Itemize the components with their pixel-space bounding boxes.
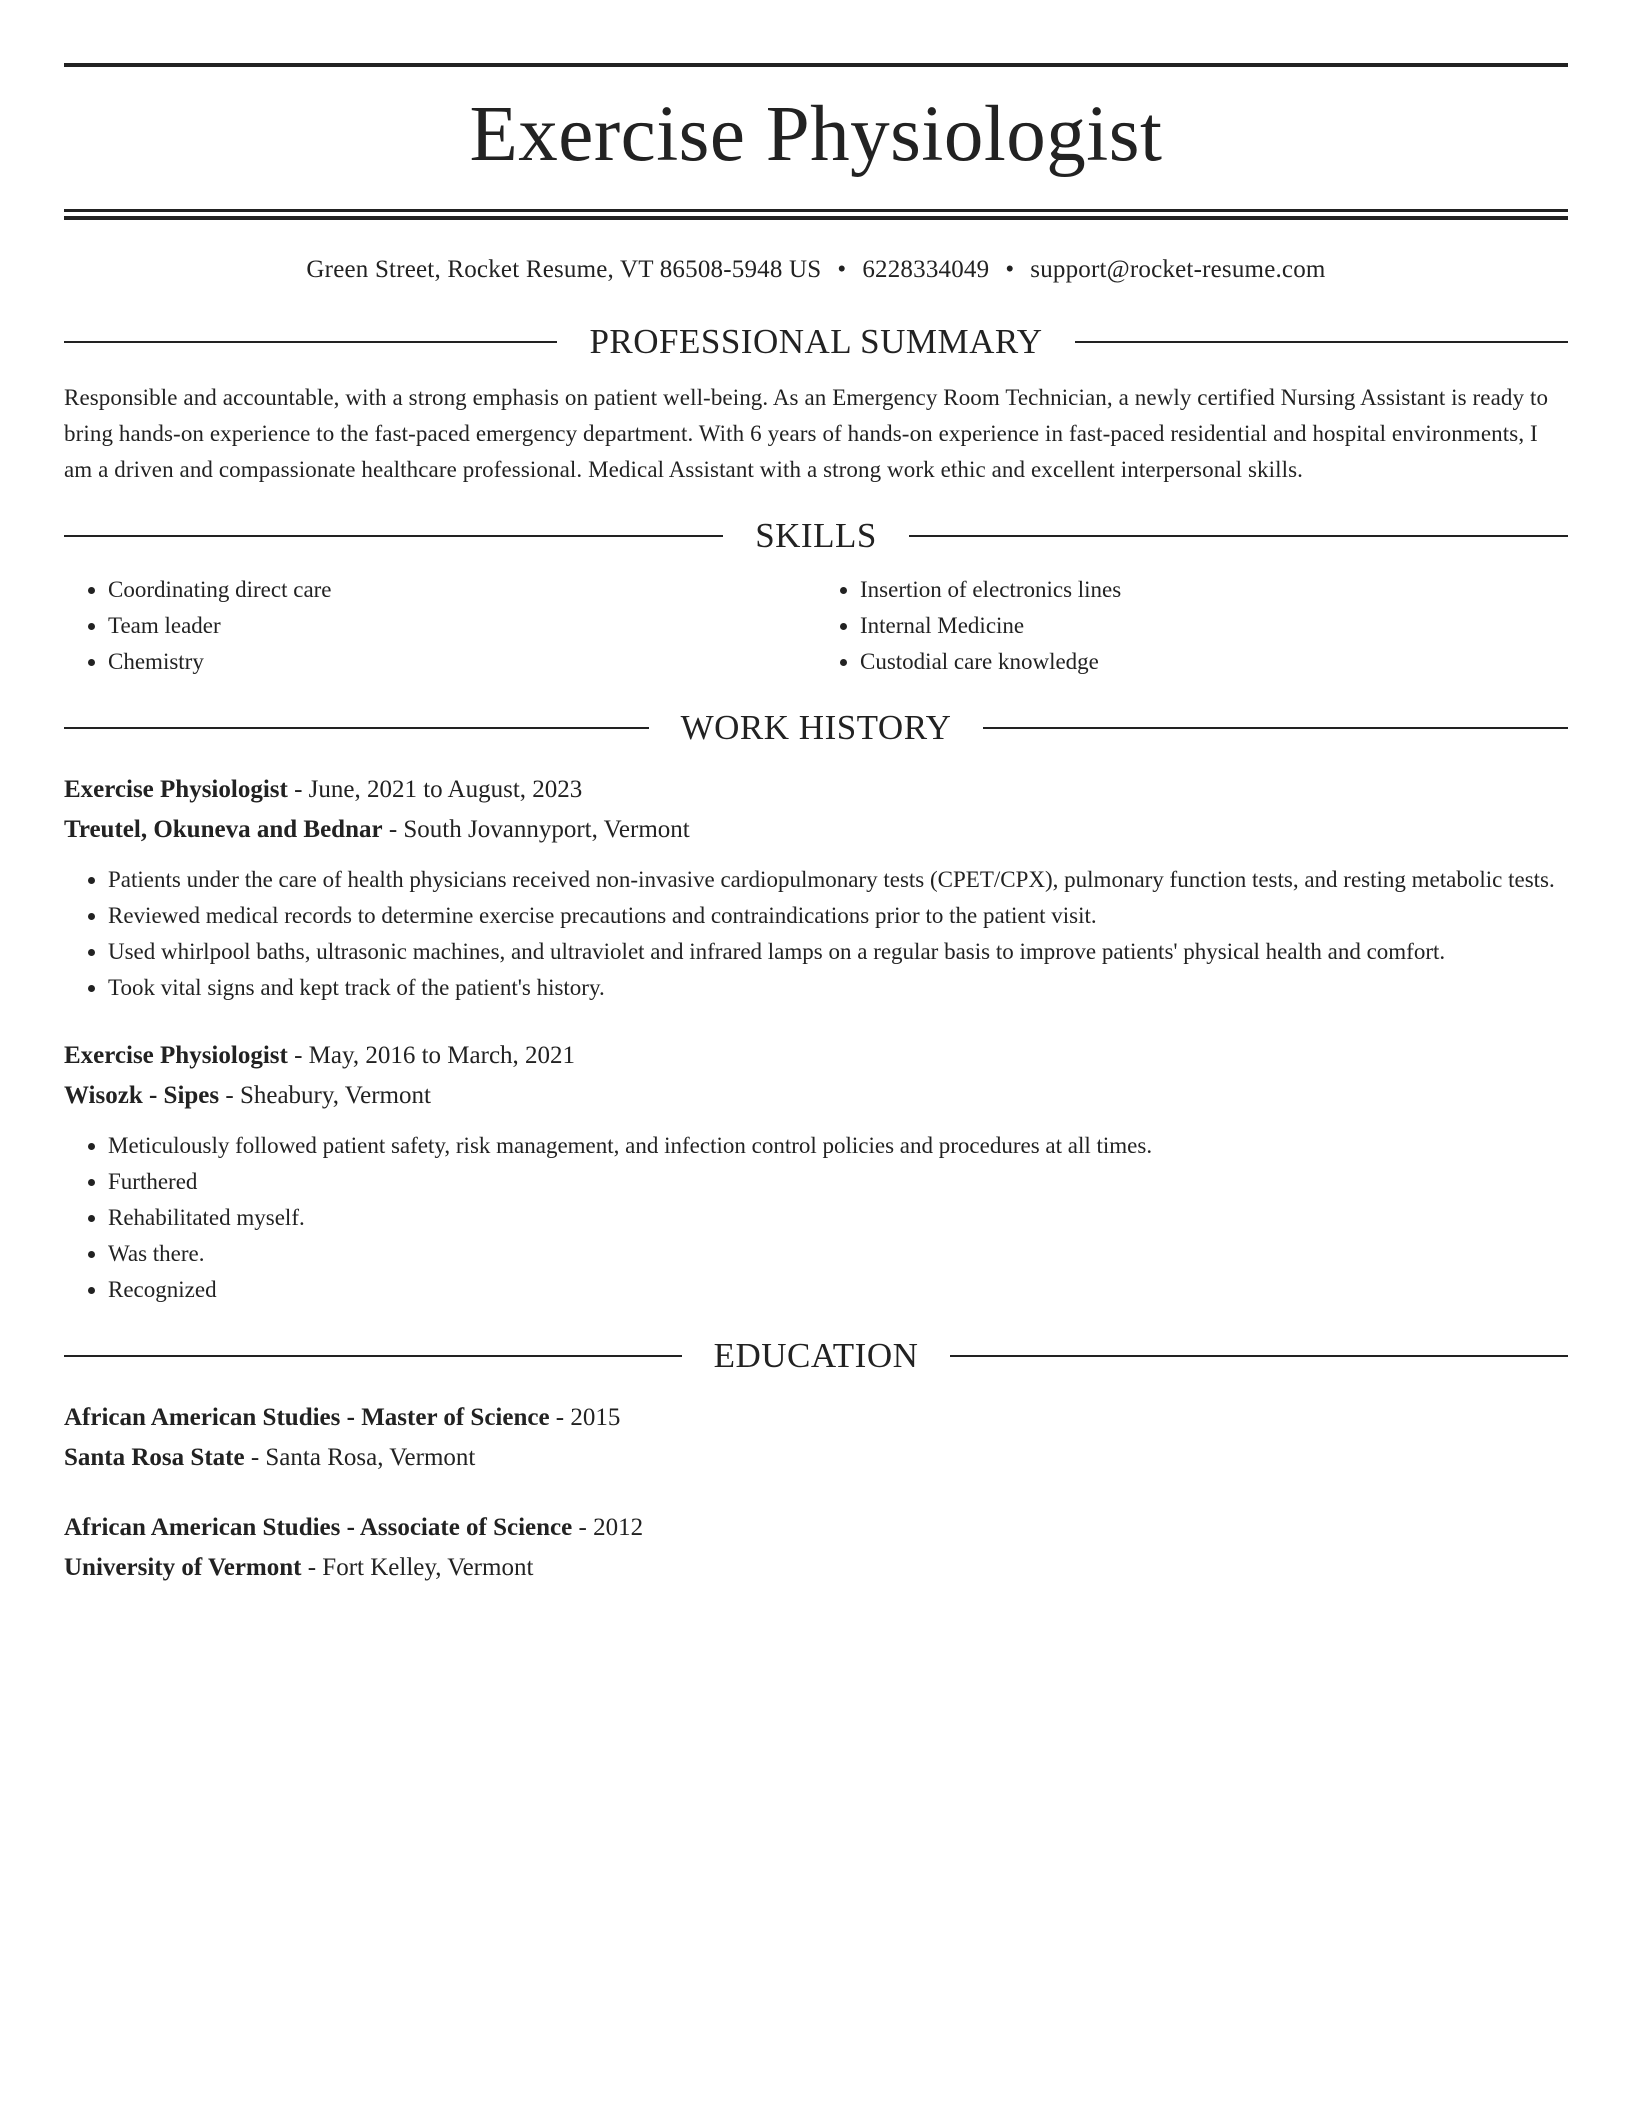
education-section-heading — [64, 1336, 1568, 1376]
job-title-line — [64, 770, 1568, 810]
title-double-rule — [64, 209, 1568, 220]
job-title-line — [64, 1036, 1568, 1076]
work-entry — [64, 770, 1568, 1006]
heading-rule-left — [64, 535, 723, 537]
education-degree: African American Studies - Associate of Science — [64, 1514, 573, 1541]
heading-rule-right — [983, 727, 1568, 729]
education-location: - Santa Rosa, Vermont — [244, 1444, 476, 1471]
skill-item: • Team leader — [108, 608, 816, 644]
job-bullet: • Was there. — [108, 1236, 1568, 1272]
education-school-line — [64, 1548, 1568, 1588]
summary-section-heading — [64, 322, 1568, 362]
education-location: - Fort Kelley, Vermont — [301, 1554, 534, 1581]
job-company: Treutel, Okuneva and Bednar — [64, 816, 383, 843]
work-section-heading — [64, 708, 1568, 748]
contact-separator: • — [1005, 256, 1015, 283]
skill-item: • Coordinating direct care — [108, 572, 816, 608]
resume-title: Exercise Physiologist — [469, 91, 1163, 178]
education-degree: African American Studies - Master of Science — [64, 1404, 550, 1431]
top-rule — [64, 63, 1568, 67]
education-school: University of Vermont — [64, 1554, 302, 1581]
job-bullets — [64, 862, 1568, 1006]
job-title: Exercise Physiologist — [64, 1042, 288, 1069]
heading-rule-right — [1075, 341, 1568, 343]
education-degree-line — [64, 1398, 1568, 1438]
job-location: - Sheabury, Vermont — [219, 1082, 431, 1109]
education-heading-label: EDUCATION — [713, 1336, 919, 1375]
job-bullet: • Used whirlpool baths, ultrasonic machines, and ultraviolet and infrared lamps on a regular basis to improve patients' physical health and comfort. — [108, 934, 1568, 970]
job-bullet: • Reviewed medical records to determine exercise precautions and contraindications prior to the patient visit. — [108, 898, 1568, 934]
contact-separator: • — [837, 256, 847, 283]
contact-address: Green Street, Rocket Resume, VT 86508-5948 US — [306, 256, 822, 283]
work-heading-label: WORK HISTORY — [680, 708, 952, 747]
job-bullet: • Furthered — [108, 1164, 1568, 1200]
skills-section-heading — [64, 516, 1568, 556]
skill-item: • Internal Medicine — [860, 608, 1568, 644]
job-bullet: • Recognized — [108, 1272, 1568, 1308]
job-bullets — [64, 1128, 1568, 1308]
job-bullet: • Patients under the care of health physicians received non-invasive cardiopulmonary tests (CPET/CPX), pulmonary function tests, and resting metabolic tests. — [108, 862, 1568, 898]
education-entry — [64, 1508, 1568, 1588]
work-entry — [64, 1036, 1568, 1308]
contact-email: support@rocket-resume.com — [1030, 256, 1326, 283]
summary-heading-label: PROFESSIONAL SUMMARY — [589, 322, 1043, 361]
education-school: Santa Rosa State — [64, 1444, 245, 1471]
heading-rule-left — [64, 341, 557, 343]
heading-rule-left — [64, 1355, 682, 1357]
job-bullet: • Meticulously followed patient safety, risk management, and infection control policies and procedures at all times. — [108, 1128, 1568, 1164]
education-school-line — [64, 1438, 1568, 1478]
contact-phone: 6228334049 — [862, 256, 990, 283]
job-company-line — [64, 1076, 1568, 1116]
education-degree-line — [64, 1508, 1568, 1548]
education-year: - 2012 — [572, 1514, 644, 1541]
heading-rule-right — [950, 1355, 1568, 1357]
job-company: Wisozk - Sipes — [64, 1082, 220, 1109]
job-title: Exercise Physiologist — [64, 776, 288, 803]
summary-text: Responsible and accountable, with a strong emphasis on patient well-being. As an Emergency Room Technician, a newly certified Nursing Assistant is ready to bring hands-on experience to the fast-paced emergency department. With 6 years of hands-on experience in fast-paced residential and hospital environments, I am a driven and compassionate healthcare professional. Medical Assistant with a strong work ethic and excellent interpersonal skills. — [64, 385, 1549, 482]
skill-item: • Custodial care knowledge — [860, 644, 1568, 680]
job-dates: - June, 2021 to August, 2023 — [287, 776, 583, 803]
skill-item: • Chemistry — [108, 644, 816, 680]
skill-item: • Insertion of electronics lines — [860, 572, 1568, 608]
contact-line — [64, 254, 1568, 286]
heading-rule-right — [909, 535, 1568, 537]
job-bullet: • Took vital signs and kept track of the patient's history. — [108, 970, 1568, 1006]
skills-heading-label: SKILLS — [755, 516, 877, 555]
skills-column-right — [816, 572, 1568, 680]
education-year: - 2015 — [549, 1404, 621, 1431]
education-entry — [64, 1398, 1568, 1478]
job-location: - South Jovannyport, Vermont — [382, 816, 690, 843]
job-dates: - May, 2016 to March, 2021 — [287, 1042, 576, 1069]
job-company-line — [64, 810, 1568, 850]
heading-rule-left — [64, 727, 649, 729]
skills-list — [64, 572, 1568, 680]
skills-column-left — [64, 572, 816, 680]
job-bullet: • Rehabilitated myself. — [108, 1200, 1568, 1236]
